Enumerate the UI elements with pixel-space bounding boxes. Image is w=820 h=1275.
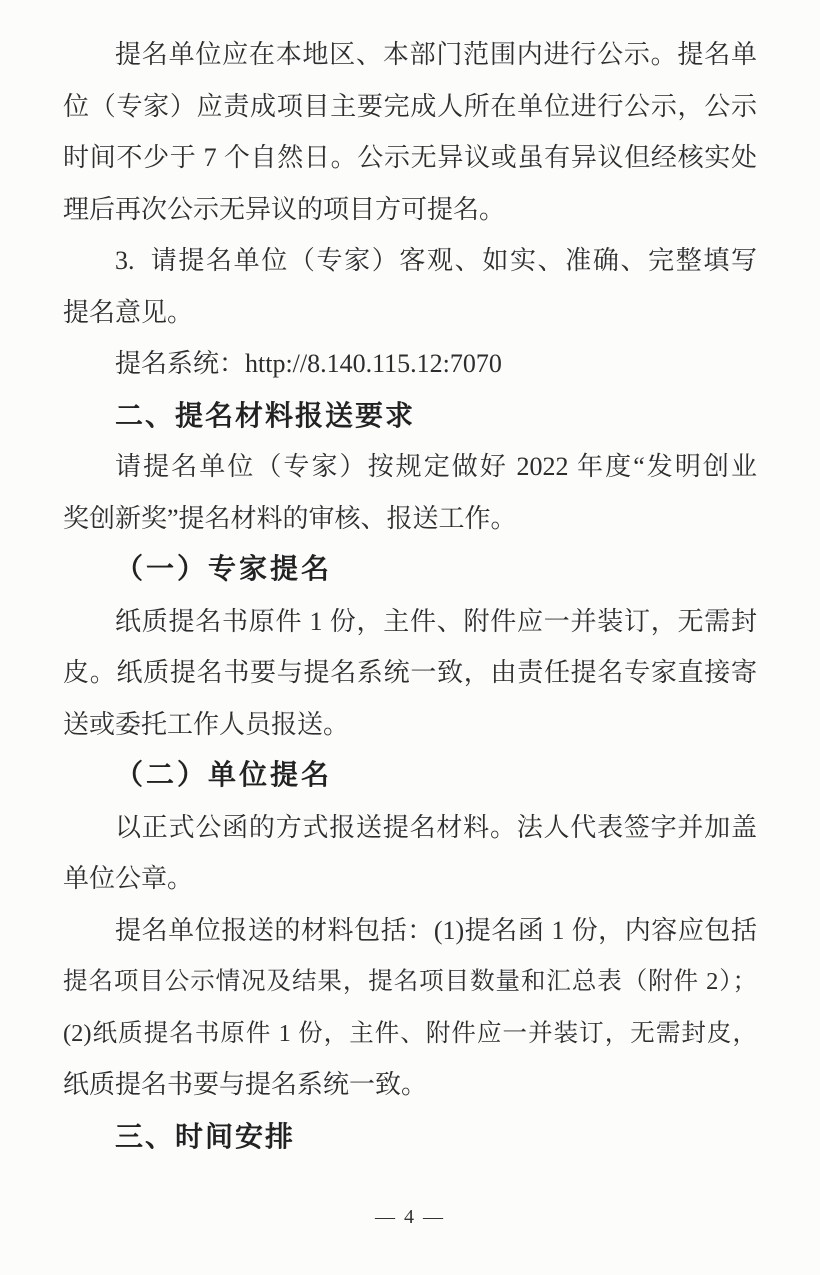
doc-line-item-3: 3. 请提名单位（专家）客观、如实、准确、完整填写	[115, 246, 757, 275]
heading-sub-1-expert-nomination: （一）专家提名	[115, 554, 333, 585]
doc-line: 纸质提名书原件 1 份，主件、附件应一并装订，无需封	[115, 606, 757, 636]
doc-line: 单位公章。	[63, 864, 194, 893]
doc-line: 提名意见。	[63, 297, 194, 327]
heading-section-3-schedule: 三、时间安排	[115, 1120, 296, 1152]
doc-line: 皮。纸质提名书要与提名系统一致，由责任提名专家直接寄	[63, 658, 757, 687]
doc-line: 提名单位应在本地区、本部门范围内进行公示。提名单	[115, 40, 757, 69]
doc-line: 奖创新奖”提名材料的审核、报送工作。	[63, 503, 517, 533]
doc-line: 理后再次公示无异议的项目方可提名。	[63, 194, 506, 224]
doc-line: 提名项目公示情况及结果，提名项目数量和汇总表（附件 2）；	[63, 968, 757, 995]
heading-section-2-materials: 二、提名材料报送要求	[115, 399, 416, 431]
doc-line: 以正式公函的方式报送提名材料。法人代表签字并加盖	[115, 812, 757, 842]
doc-line: 请提名单位（专家）按规定做好 2022 年度“发明创业	[115, 452, 757, 481]
page-number: — 4 —	[375, 1206, 445, 1228]
heading-sub-2-unit-nomination: （二）单位提名	[115, 760, 333, 791]
doc-line: 位（专家）应责成项目主要完成人所在单位进行公示，公示	[63, 91, 757, 121]
doc-line: 时间不少于 7 个自然日。公示无异议或虽有异议但经核实处	[63, 143, 757, 172]
doc-line: 送或委托工作人员报送。	[63, 709, 350, 739]
doc-line: 纸质提名书要与提名系统一致。	[63, 1070, 428, 1099]
nomination-system-url-line: 提名系统：http://8.140.115.12:7070	[115, 349, 502, 378]
document-body	[63, 29, 757, 1162]
doc-line: 提名单位报送的材料包括：(1)提名函 1 份，内容应包括	[115, 915, 757, 945]
doc-line: (2)纸质提名书原件 1 份，主件、附件应一并装订，无需封皮，	[63, 1019, 757, 1047]
